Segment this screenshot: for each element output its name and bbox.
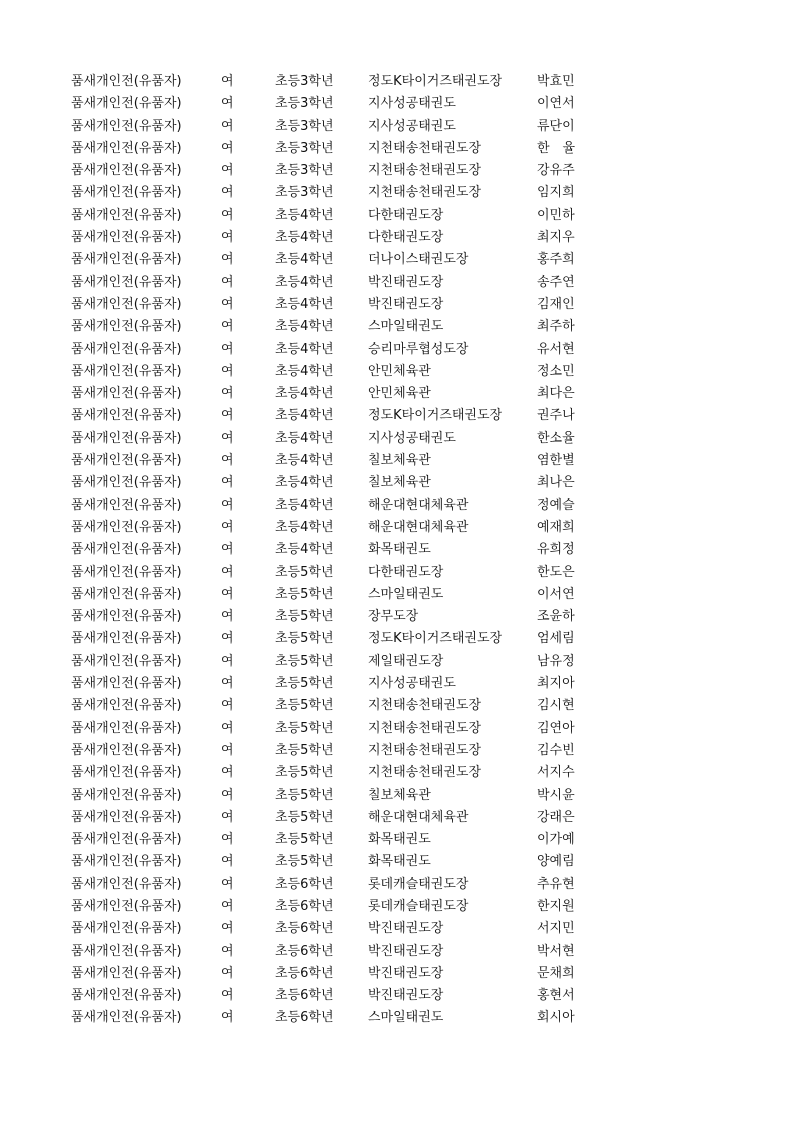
gender-cell: 여 (221, 408, 234, 424)
athlete-name-cell: 한 율 (537, 140, 576, 156)
table-row (0, 495, 794, 517)
athlete-name-cell: 이연서 (537, 96, 575, 112)
event-cell: 품새개인전(유품자) (71, 453, 182, 469)
athlete-name-cell: 유서현 (537, 341, 575, 357)
event-cell: 품새개인전(유품자) (71, 363, 182, 379)
gym-cell: 박진태권도장 (368, 274, 444, 290)
gender-cell: 여 (221, 163, 234, 179)
gender-cell: 여 (221, 475, 234, 491)
table-row (0, 807, 794, 829)
event-cell: 품새개인전(유품자) (71, 74, 182, 89)
table-row (0, 450, 794, 472)
gym-cell: 제일태권도장 (368, 653, 444, 669)
grade-cell: 초등4학년 (275, 386, 334, 402)
athlete-name-cell: 최지우 (537, 230, 575, 246)
athlete-name-cell: 추유현 (537, 876, 575, 892)
athlete-name-cell: 엄세림 (537, 631, 575, 647)
event-cell: 품새개인전(유품자) (71, 698, 182, 714)
gym-cell: 지사성공태권도 (368, 96, 456, 112)
gender-cell: 여 (221, 252, 234, 268)
gender-cell: 여 (221, 943, 234, 959)
grade-cell: 초등5학년 (275, 787, 334, 803)
athlete-name-cell: 정소민 (537, 363, 575, 379)
table-row (0, 562, 794, 584)
table-row (0, 316, 794, 338)
athlete-name-cell: 강래은 (537, 809, 575, 825)
gym-cell: 정도K타이거즈태권도장 (368, 631, 503, 647)
grade-cell: 초등5학년 (275, 742, 334, 758)
gym-cell: 롯데캐슬태권도장 (368, 898, 469, 914)
gender-cell: 여 (221, 430, 234, 446)
grade-cell: 초등4학년 (275, 252, 334, 268)
grade-cell: 초등4학년 (275, 408, 334, 424)
gym-cell: 지사성공태권도 (368, 430, 456, 446)
table-row (0, 918, 794, 940)
gym-cell: 박진태권도장 (368, 296, 444, 312)
gym-cell: 박진태권도장 (368, 943, 444, 959)
gender-cell: 여 (221, 898, 234, 914)
event-cell: 품새개인전(유품자) (71, 742, 182, 758)
athlete-name-cell: 한도은 (537, 564, 575, 580)
gender-cell: 여 (221, 497, 234, 513)
gender-cell: 여 (221, 742, 234, 758)
athlete-name-cell: 유희정 (537, 542, 575, 558)
event-cell: 품새개인전(유품자) (71, 163, 182, 179)
grade-cell: 초등6학년 (275, 898, 334, 914)
gym-cell: 지천태송천태권도장 (368, 163, 482, 179)
event-cell: 품새개인전(유품자) (71, 854, 182, 870)
gym-cell: 장무도장 (368, 609, 419, 625)
table-row (0, 718, 794, 740)
gender-cell: 여 (221, 118, 234, 134)
grade-cell: 초등3학년 (275, 163, 334, 179)
table-row (0, 383, 794, 405)
grade-cell: 초등4학년 (275, 319, 334, 335)
table-row (0, 294, 794, 316)
grade-cell: 초등5학년 (275, 720, 334, 736)
table-row (0, 896, 794, 918)
grade-cell: 초등4학년 (275, 230, 334, 246)
grade-cell: 초등5학년 (275, 653, 334, 669)
event-cell: 품새개인전(유품자) (71, 921, 182, 937)
grade-cell: 초등4학년 (275, 475, 334, 491)
event-cell: 품새개인전(유품자) (71, 832, 182, 848)
gym-cell: 칠보체육관 (368, 475, 431, 491)
grade-cell: 초등6학년 (275, 965, 334, 981)
gym-cell: 화목태권도 (368, 854, 431, 870)
gender-cell: 여 (221, 230, 234, 246)
table-row (0, 941, 794, 963)
table-row (0, 405, 794, 427)
gender-cell: 여 (221, 854, 234, 870)
table-row (0, 205, 794, 227)
grade-cell: 초등6학년 (275, 988, 334, 1004)
event-cell: 품새개인전(유품자) (71, 564, 182, 580)
gender-cell: 여 (221, 586, 234, 602)
gender-cell: 여 (221, 698, 234, 714)
gender-cell: 여 (221, 720, 234, 736)
grade-cell: 초등4학년 (275, 341, 334, 357)
gender-cell: 여 (221, 140, 234, 156)
gym-cell: 스마일태권도 (368, 319, 444, 335)
table-row (0, 985, 794, 1007)
athlete-name-cell: 서지수 (537, 765, 575, 781)
gym-cell: 다한태권도장 (368, 564, 444, 580)
gym-cell: 박진태권도장 (368, 921, 444, 937)
athlete-name-cell: 김시현 (537, 698, 575, 714)
gender-cell: 여 (221, 564, 234, 580)
table-row (0, 785, 794, 807)
table-row (0, 138, 794, 160)
event-cell: 품새개인전(유품자) (71, 274, 182, 290)
event-cell: 품새개인전(유품자) (71, 252, 182, 268)
event-cell: 품새개인전(유품자) (71, 386, 182, 402)
table-row (0, 628, 794, 650)
event-cell: 품새개인전(유품자) (71, 631, 182, 647)
event-cell: 품새개인전(유품자) (71, 676, 182, 692)
gender-cell: 여 (221, 74, 234, 89)
table-row (0, 829, 794, 851)
grade-cell: 초등3학년 (275, 185, 334, 201)
table-row (0, 673, 794, 695)
athlete-name-cell: 염한별 (537, 453, 575, 469)
gym-cell: 지천태송천태권도장 (368, 140, 482, 156)
gym-cell: 더나이스태권도장 (368, 252, 469, 268)
gym-cell: 박진태권도장 (368, 965, 444, 981)
athlete-name-cell: 조윤하 (537, 609, 575, 625)
grade-cell: 초등6학년 (275, 1010, 334, 1026)
athlete-name-cell: 문채희 (537, 965, 575, 981)
gym-cell: 지천태송천태권도장 (368, 720, 482, 736)
gender-cell: 여 (221, 988, 234, 1004)
grade-cell: 초등4학년 (275, 274, 334, 290)
table-row (0, 695, 794, 717)
athlete-name-cell: 정예슬 (537, 497, 575, 513)
gym-cell: 칠보체육관 (368, 787, 431, 803)
grade-cell: 초등5학년 (275, 765, 334, 781)
gender-cell: 여 (221, 876, 234, 892)
athlete-name-cell: 임지희 (537, 185, 575, 201)
athlete-name-cell: 양예림 (537, 854, 575, 870)
athlete-name-cell: 박서현 (537, 943, 575, 959)
event-cell: 품새개인전(유품자) (71, 230, 182, 246)
grade-cell: 초등6학년 (275, 921, 334, 937)
grade-cell: 초등4학년 (275, 296, 334, 312)
gym-cell: 스마일태권도 (368, 586, 444, 602)
table-row (0, 963, 794, 985)
table-row (0, 651, 794, 673)
gym-cell: 지사성공태권도 (368, 118, 456, 134)
grade-cell: 초등5학년 (275, 854, 334, 870)
table-row (0, 740, 794, 762)
table-row (0, 272, 794, 294)
athlete-name-cell: 이서연 (537, 586, 575, 602)
event-cell: 품새개인전(유품자) (71, 1010, 182, 1026)
grade-cell: 초등4학년 (275, 453, 334, 469)
gender-cell: 여 (221, 519, 234, 535)
gym-cell: 스마일태권도 (368, 1010, 444, 1026)
grade-cell: 초등3학년 (275, 96, 334, 112)
athlete-name-cell: 김재인 (537, 296, 575, 312)
athlete-name-cell: 한소율 (537, 430, 575, 446)
gym-cell: 해운대현대체육관 (368, 519, 469, 535)
table-row (0, 428, 794, 450)
grade-cell: 초등5학년 (275, 631, 334, 647)
gym-cell: 승리마루협성도장 (368, 341, 469, 357)
gender-cell: 여 (221, 832, 234, 848)
gym-cell: 다한태권도장 (368, 230, 444, 246)
grade-cell: 초등5학년 (275, 586, 334, 602)
athlete-name-cell: 회시아 (537, 1010, 575, 1026)
grade-cell: 초등4학년 (275, 542, 334, 558)
grade-cell: 초등4학년 (275, 363, 334, 379)
event-cell: 품새개인전(유품자) (71, 542, 182, 558)
event-cell: 품새개인전(유품자) (71, 943, 182, 959)
gender-cell: 여 (221, 631, 234, 647)
event-cell: 품새개인전(유품자) (71, 408, 182, 424)
event-cell: 품새개인전(유품자) (71, 319, 182, 335)
gender-cell: 여 (221, 185, 234, 201)
event-cell: 품새개인전(유품자) (71, 430, 182, 446)
grade-cell: 초등5학년 (275, 698, 334, 714)
event-cell: 품새개인전(유품자) (71, 185, 182, 201)
gym-cell: 해운대현대체육관 (368, 809, 469, 825)
event-cell: 품새개인전(유품자) (71, 296, 182, 312)
gender-cell: 여 (221, 609, 234, 625)
event-cell: 품새개인전(유품자) (71, 720, 182, 736)
grade-cell: 초등3학년 (275, 74, 334, 89)
gender-cell: 여 (221, 296, 234, 312)
gym-cell: 지천태송천태권도장 (368, 742, 482, 758)
grade-cell: 초등4학년 (275, 430, 334, 446)
grade-cell: 초등5학년 (275, 832, 334, 848)
athlete-name-cell: 최주하 (537, 319, 575, 335)
athlete-name-cell: 김연아 (537, 720, 575, 736)
table-row (0, 227, 794, 249)
event-cell: 품새개인전(유품자) (71, 475, 182, 491)
table-row (0, 851, 794, 873)
athlete-name-cell: 예재희 (537, 519, 575, 535)
athlete-name-cell: 서지민 (537, 921, 575, 937)
event-cell: 품새개인전(유품자) (71, 118, 182, 134)
event-cell: 품새개인전(유품자) (71, 988, 182, 1004)
table-row (0, 517, 794, 539)
gender-cell: 여 (221, 787, 234, 803)
athlete-name-cell: 송주연 (537, 274, 575, 290)
event-cell: 품새개인전(유품자) (71, 653, 182, 669)
table-row (0, 361, 794, 383)
event-cell: 품새개인전(유품자) (71, 341, 182, 357)
grade-cell: 초등6학년 (275, 876, 334, 892)
gym-cell: 박진태권도장 (368, 988, 444, 1004)
table-row (0, 472, 794, 494)
event-cell: 품새개인전(유품자) (71, 497, 182, 513)
gender-cell: 여 (221, 341, 234, 357)
grade-cell: 초등5학년 (275, 676, 334, 692)
gender-cell: 여 (221, 653, 234, 669)
table-row (0, 539, 794, 561)
table-row (0, 182, 794, 204)
event-cell: 품새개인전(유품자) (71, 96, 182, 112)
gender-cell: 여 (221, 207, 234, 223)
athlete-name-cell: 남유정 (537, 653, 575, 669)
athlete-name-cell: 박효민 (537, 74, 575, 89)
gender-cell: 여 (221, 676, 234, 692)
athlete-name-cell: 박시윤 (537, 787, 575, 803)
grade-cell: 초등4학년 (275, 497, 334, 513)
gender-cell: 여 (221, 453, 234, 469)
athlete-name-cell: 홍현서 (537, 988, 575, 1004)
table-row (0, 339, 794, 361)
event-cell: 품새개인전(유품자) (71, 876, 182, 892)
grade-cell: 초등5학년 (275, 809, 334, 825)
table-row (0, 1007, 794, 1029)
gym-cell: 지천태송천태권도장 (368, 698, 482, 714)
grade-cell: 초등5학년 (275, 564, 334, 580)
gym-cell: 롯데캐슬태권도장 (368, 876, 469, 892)
gender-cell: 여 (221, 1010, 234, 1026)
gym-cell: 화목태권도 (368, 832, 431, 848)
gym-cell: 다한태권도장 (368, 207, 444, 223)
entry-list-table (0, 71, 794, 1030)
event-cell: 품새개인전(유품자) (71, 207, 182, 223)
table-row (0, 116, 794, 138)
event-cell: 품새개인전(유품자) (71, 765, 182, 781)
gym-cell: 지사성공태권도 (368, 676, 456, 692)
gym-cell: 해운대현대체육관 (368, 497, 469, 513)
grade-cell: 초등3학년 (275, 118, 334, 134)
event-cell: 품새개인전(유품자) (71, 965, 182, 981)
gender-cell: 여 (221, 921, 234, 937)
gym-cell: 정도K타이거즈태권도장 (368, 74, 503, 89)
gender-cell: 여 (221, 274, 234, 290)
athlete-name-cell: 김수빈 (537, 742, 575, 758)
gym-cell: 안민체육관 (368, 386, 431, 402)
gender-cell: 여 (221, 319, 234, 335)
event-cell: 품새개인전(유품자) (71, 898, 182, 914)
grade-cell: 초등6학년 (275, 943, 334, 959)
gender-cell: 여 (221, 542, 234, 558)
athlete-name-cell: 강유주 (537, 163, 575, 179)
grade-cell: 초등5학년 (275, 609, 334, 625)
athlete-name-cell: 권주나 (537, 408, 575, 424)
table-row (0, 584, 794, 606)
event-cell: 품새개인전(유품자) (71, 586, 182, 602)
gym-cell: 화목태권도 (368, 542, 431, 558)
gym-cell: 지천태송천태권도장 (368, 185, 482, 201)
event-cell: 품새개인전(유품자) (71, 809, 182, 825)
athlete-name-cell: 류단이 (537, 118, 575, 134)
gender-cell: 여 (221, 965, 234, 981)
gender-cell: 여 (221, 765, 234, 781)
table-row (0, 160, 794, 182)
athlete-name-cell: 최지아 (537, 676, 575, 692)
gym-cell: 지천태송천태권도장 (368, 765, 482, 781)
athlete-name-cell: 최나은 (537, 475, 575, 491)
gym-cell: 안민체육관 (368, 363, 431, 379)
gender-cell: 여 (221, 809, 234, 825)
athlete-name-cell: 이가예 (537, 832, 575, 848)
table-row (0, 93, 794, 115)
gender-cell: 여 (221, 96, 234, 112)
table-row (0, 874, 794, 896)
gender-cell: 여 (221, 363, 234, 379)
gym-cell: 정도K타이거즈태권도장 (368, 408, 503, 424)
athlete-name-cell: 한지원 (537, 898, 575, 914)
athlete-name-cell: 최다은 (537, 386, 575, 402)
table-row (0, 606, 794, 628)
event-cell: 품새개인전(유품자) (71, 519, 182, 535)
athlete-name-cell: 이민하 (537, 207, 575, 223)
grade-cell: 초등3학년 (275, 140, 334, 156)
gender-cell: 여 (221, 386, 234, 402)
event-cell: 품새개인전(유품자) (71, 140, 182, 156)
gym-cell: 칠보체육관 (368, 453, 431, 469)
event-cell: 품새개인전(유품자) (71, 787, 182, 803)
table-row (0, 249, 794, 271)
table-row (0, 762, 794, 784)
grade-cell: 초등4학년 (275, 207, 334, 223)
athlete-name-cell: 홍주희 (537, 252, 575, 268)
grade-cell: 초등4학년 (275, 519, 334, 535)
table-row (0, 71, 794, 93)
event-cell: 품새개인전(유품자) (71, 609, 182, 625)
